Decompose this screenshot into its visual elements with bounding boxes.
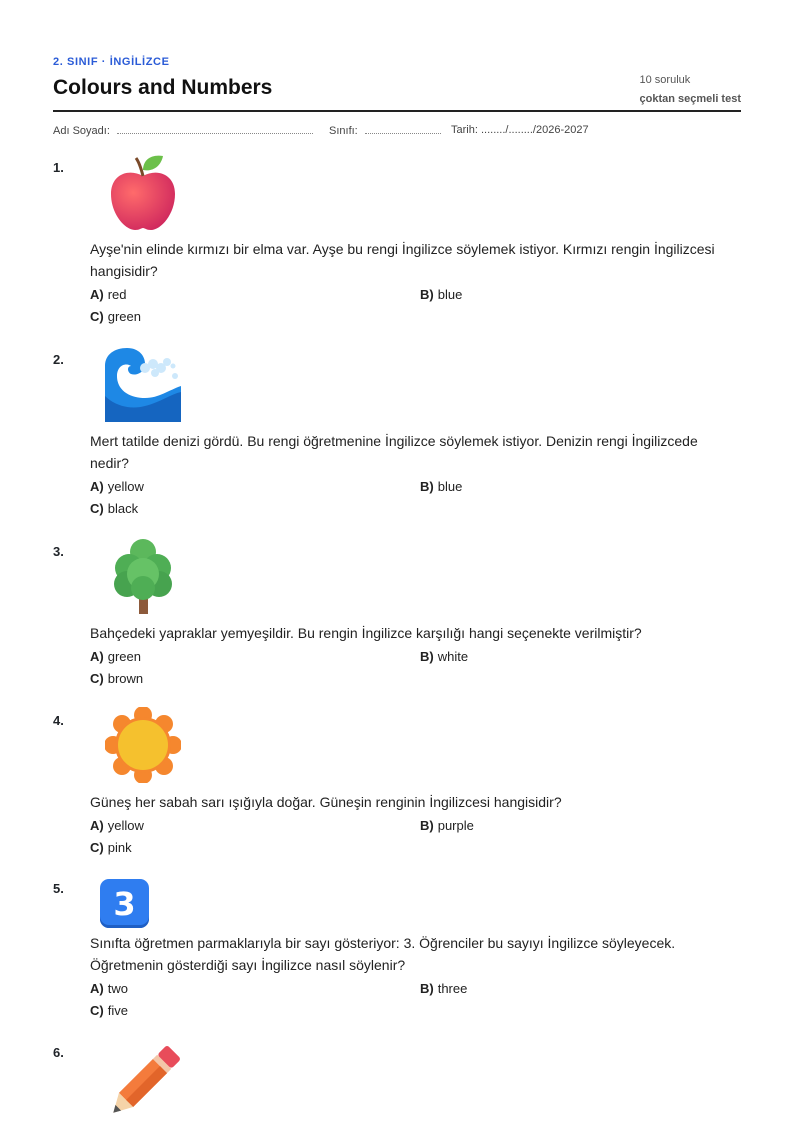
question-text: Sınıfta öğretmen parmaklarıyla bir sayı gösteriyor: 3. Öğrenciler bu sayıyı İngilizce söyleyecek. Öğretmenin gösterdiği sayı İngilizce nasıl söylenir?	[90, 935, 676, 973]
option-c[interactable]	[90, 309, 141, 324]
name-field[interactable]	[53, 124, 313, 137]
option-key: B)	[420, 981, 434, 996]
option-text: blue	[437, 479, 463, 494]
option-a[interactable]	[90, 287, 127, 302]
page-title: Colours and Numbers	[53, 76, 273, 99]
pencil-icon	[105, 1045, 181, 1121]
question-number: 5.	[53, 881, 64, 896]
option-text: blue	[437, 287, 463, 302]
option-key: B)	[420, 479, 434, 494]
date-value: ......../......../2026-2027	[480, 124, 589, 136]
tree-icon	[105, 538, 181, 614]
option-b[interactable]	[420, 649, 468, 664]
name-label: Adı Soyadı:	[53, 125, 110, 137]
option-key: C)	[90, 671, 104, 686]
option-b[interactable]	[420, 818, 474, 833]
option-c[interactable]	[90, 501, 138, 516]
option-key: C)	[90, 840, 104, 855]
date-field[interactable]	[451, 124, 589, 136]
option-key: B)	[420, 287, 434, 302]
red-apple-icon	[105, 154, 181, 230]
option-text: green	[107, 649, 141, 664]
option-a[interactable]	[90, 981, 128, 996]
option-key: A)	[90, 981, 104, 996]
option-key: A)	[90, 649, 104, 664]
option-c[interactable]	[90, 671, 143, 686]
number-three-icon: 3	[100, 879, 149, 928]
option-text: yellow	[107, 818, 144, 833]
question-text: Ayşe'nin elinde kırmızı bir elma var. Ayşe bu rengi İngilizce söylemek istiyor. Kırmızı rengin İngilizcesi hangisidir?	[90, 241, 715, 279]
question-text: Güneş her sabah sarı ışığıyla doğar. Güneşin renginin İngilizcesi hangisidir?	[90, 794, 562, 810]
question-text: Mert tatilde denizi gördü. Bu rengi öğretmenine İngilizce söylemek istiyor. Denizin rengi İngilizcede nedir?	[90, 433, 698, 471]
option-text: pink	[107, 840, 132, 855]
option-c[interactable]	[90, 1003, 128, 1018]
option-key: C)	[90, 1003, 104, 1018]
option-text: yellow	[107, 479, 144, 494]
option-a[interactable]	[90, 649, 141, 664]
option-c[interactable]	[90, 840, 132, 855]
test-type: çoktan seçmeli test	[639, 93, 741, 105]
class-blank	[365, 124, 441, 134]
sun-icon	[105, 707, 181, 783]
question-number: 3.	[53, 544, 64, 559]
option-text: red	[107, 287, 127, 302]
option-text: green	[107, 309, 141, 324]
option-text: two	[107, 981, 128, 996]
option-text: purple	[437, 818, 474, 833]
worksheet-header	[53, 0, 741, 112]
option-key: A)	[90, 479, 104, 494]
option-b[interactable]	[420, 479, 462, 494]
option-b[interactable]	[420, 981, 467, 996]
option-text: black	[107, 501, 139, 516]
option-key: B)	[420, 649, 434, 664]
option-a[interactable]	[90, 818, 144, 833]
question-number: 2.	[53, 352, 64, 367]
water-wave-icon	[105, 346, 181, 422]
option-text: three	[437, 981, 468, 996]
date-label: Tarih:	[451, 124, 478, 136]
option-key: C)	[90, 501, 104, 516]
class-label: Sınıfı:	[329, 125, 358, 137]
option-text: brown	[107, 671, 144, 686]
test-meta	[640, 71, 742, 109]
name-blank	[117, 124, 313, 134]
grade-subject-label: 2. SINIF · İNGİLİZCE	[53, 56, 170, 68]
question-number: 6.	[53, 1045, 64, 1060]
question-number: 1.	[53, 160, 64, 175]
question-number: 4.	[53, 713, 64, 728]
option-a[interactable]	[90, 479, 144, 494]
option-key: B)	[420, 818, 434, 833]
option-key: A)	[90, 287, 104, 302]
question-count: 10 soruluk	[639, 74, 691, 86]
option-key: C)	[90, 309, 104, 324]
option-b[interactable]	[420, 287, 462, 302]
class-field[interactable]	[329, 124, 441, 137]
option-text: white	[437, 649, 469, 664]
option-text: five	[107, 1003, 128, 1018]
question-text: Bahçedeki yapraklar yemyeşildir. Bu rengin İngilizce karşılığı hangi seçenekte verilmiştir?	[90, 625, 642, 641]
worksheet-page	[53, 0, 741, 1060]
option-key: A)	[90, 818, 104, 833]
